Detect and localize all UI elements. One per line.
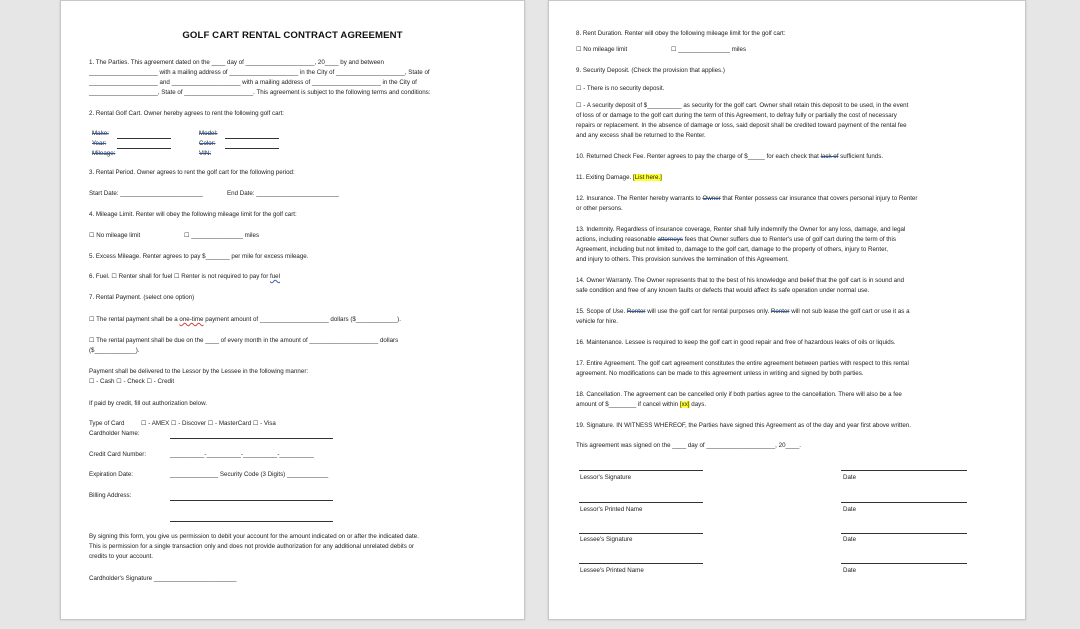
lessor-printed-label: Lessor's Printed Name xyxy=(580,506,643,513)
monthly-payment-line-2: ($____________). xyxy=(89,347,140,354)
model-label: Model: xyxy=(199,130,218,137)
excess-mileage-heading: 5. Excess Mileage. Renter agrees to pay $_______ per mile for excess mileage. xyxy=(89,253,309,260)
insurance-line-1: 12. Insurance. The Renter hereby warrants to Owner that Renter possess car insurance that covers personal injury to Renter xyxy=(576,195,918,202)
returned-check-fee: 10. Returned Check Fee. Renter agrees to pay the charge of $_____ for each check that lack of sufficient funds. xyxy=(576,153,884,160)
onetime-payment-option: ☐ The rental payment shall be a one-time payment amount of ____________________ dollars ($____________). xyxy=(89,316,401,323)
owner-warranty-line-2: safe condition and free of any known faults or defects that would affect its safe operation under normal use. xyxy=(576,287,870,294)
cancellation-line-1: 18. Cancellation. The agreement can be cancelled only if both parties agree to the cancellation. There will also be a fee xyxy=(576,391,902,398)
vin-label: VIN: xyxy=(199,150,212,157)
color-label: Color: xyxy=(199,140,216,147)
billing-address-label: Billing Address: xyxy=(89,492,132,499)
indemnity-line-4: and injury to others. This provision survives the termination of this Agreement. xyxy=(576,256,789,263)
card-type-options: ☐ - AMEX ☐ - Discover ☐ - MasterCard ☐ - Visa xyxy=(141,420,276,427)
no-mileage-limit-checkbox-2: ☐ No mileage limit xyxy=(576,46,628,53)
indemnity-line-1: 13. Indemnity. Regardless of insurance coverage, Renter shall fully indemnify the Owner for any loss, damage, and legal xyxy=(576,226,906,233)
rent-duration-heading: 8. Rent Duration. Renter will obey the following mileage limit for the golf cart: xyxy=(576,30,786,37)
lessee-printed-label: Lessee's Printed Name xyxy=(580,567,644,574)
deposit-line-4: and any excess shall be returned to the Renter. xyxy=(576,132,706,139)
date-label-4: Date xyxy=(843,567,857,574)
cardholder-signature-field: Cardholder's Signature ________________________ xyxy=(89,575,237,582)
authorization-line-3: credits to your account. xyxy=(89,553,153,560)
authorization-line-1: By signing this form, you give us permission to debit your account for the amount indicated on or after the indicated date. xyxy=(89,533,419,540)
parties-line-2: ____________________ with a mailing address of ____________________ in the City of ____________________, State of xyxy=(89,69,430,76)
start-date-field: Start Date: ________________________ xyxy=(89,190,203,197)
year-label: Year: xyxy=(92,140,107,147)
entire-agreement-line-1: 17. Entire Agreement. The golf cart agreement constitutes the entire agreement between parties with respect to this rental xyxy=(576,360,909,367)
credit-note: If paid by credit, fill out authorization below. xyxy=(89,400,207,407)
deposit-line-3: repairs or replacement. In the absence of damage or loss, said deposit shall be credited toward payment of the rental fee xyxy=(576,122,907,129)
expiration-date-label: Expiration Date: xyxy=(89,471,134,478)
make-blank xyxy=(117,138,171,139)
owner-warranty-line-1: 14. Owner Warranty. The Owner represents that to the best of his knowledge and belief that the golf cart is in sound and xyxy=(576,277,905,284)
mileage-label: Mileage: xyxy=(92,150,116,157)
document-title: GOLF CART RENTAL CONTRACT AGREEMENT xyxy=(182,30,403,41)
entire-agreement-line-2: agreement. No modifications can be made to this agreement unless in writing and signed by both parties. xyxy=(576,370,864,377)
scope-of-use-line-1: 15. Scope of Use. Renter will use the golf cart for rental purposes only. Renter will not sub lease the golf cart or use it as a xyxy=(576,308,910,315)
signature-heading: 19. Signature. IN WITNESS WHEREOF, the Parties have signed this Agreement as of the day and year first above written. xyxy=(576,422,911,429)
color-blank xyxy=(225,148,279,149)
year-blank xyxy=(117,148,171,149)
date-label-1: Date xyxy=(843,474,857,481)
cardholder-name-label: Cardholder Name: xyxy=(89,430,140,437)
lessee-signature-date-line xyxy=(841,533,967,534)
lessor-printed-date-line xyxy=(841,502,967,503)
date-label-3: Date xyxy=(843,536,857,543)
contract-page-2 xyxy=(548,0,1026,620)
payment-delivery-text: Payment shall be delivered to the Lessor by the Lessee in the following manner: xyxy=(89,368,309,375)
lessee-printed-date-line xyxy=(841,563,967,564)
miles-checkbox: ☐ _______________ miles xyxy=(184,232,260,239)
credit-card-number-label: Credit Card Number: xyxy=(89,451,147,458)
security-deposit-heading: 9. Security Deposit. (Check the provision that applies.) xyxy=(576,67,725,74)
lessor-signature-label: Lessor's Signature xyxy=(580,474,632,481)
indemnity-line-2: actions, including reasonable attorneys fees that Owner suffers due to Renter's use of golf cart during the term of this xyxy=(576,236,896,243)
billing-address-blank-2 xyxy=(170,521,333,522)
no-deposit-option: ☐ - There is no security deposit. xyxy=(576,85,665,92)
expiration-security-field: ______________ Security Code (3 Digits) ____________ xyxy=(170,471,329,478)
parties-line-3: ____________________ and ____________________ with a mailing address of ____________________ in the City of xyxy=(89,79,417,86)
maintenance: 16. Maintenance. Lessee is required to keep the golf cart in good repair and free of hazardous leaks of oils or liquids. xyxy=(576,339,896,346)
no-mileage-limit-checkbox: ☐ No mileage limit xyxy=(89,232,141,239)
parties-line-1: 1. The Parties. This agreement dated on the ____ day of ____________________, 20____ by and between xyxy=(89,59,384,66)
parties-line-4: ____________________, State of ____________________. This agreement is subject to the following terms and conditions: xyxy=(89,89,431,96)
date-label-2: Date xyxy=(843,506,857,513)
lessor-printed-line xyxy=(579,502,703,503)
payment-method-options: ☐ - Cash ☐ - Check ☐ - Credit xyxy=(89,378,175,385)
monthly-payment-line-1: ☐ The rental payment shall be due on the ____ of every month in the amount of ____________________ dollars xyxy=(89,337,399,344)
deposit-line-2: of loss of or damage to the golf cart during the term of this Agreement, to defray fully or partially the cost of necessary xyxy=(576,112,897,119)
rental-period-heading: 3. Rental Period. Owner agrees to rent the golf cart for the following period: xyxy=(89,169,295,176)
rental-golf-cart-heading: 2. Rental Golf Cart. Owner hereby agrees to rent the following golf cart: xyxy=(89,110,285,117)
lessor-signature-date-line xyxy=(841,470,967,471)
credit-card-number-blank: __________-__________-__________-__________ xyxy=(170,451,314,458)
lessee-signature-label: Lessee's Signature xyxy=(580,536,633,543)
lessee-printed-line xyxy=(579,563,703,564)
scope-of-use-line-2: vehicle for hire. xyxy=(576,318,618,325)
lessor-signature-line xyxy=(579,470,703,471)
lessee-signature-line xyxy=(579,533,703,534)
existing-damage: 11. Exiting Damage. [List here.] xyxy=(576,174,662,181)
make-label: Make: xyxy=(92,130,109,137)
deposit-line-1: ☐ - A security deposit of $__________ as security for the golf cart. Owner shall retain this deposit to be used, in the event xyxy=(576,102,909,109)
cancellation-line-2: amount of $________ if cancel within [xx] days. xyxy=(576,401,707,408)
signed-on-line: This agreement was signed on the ____ day of ____________________, 20____. xyxy=(576,442,801,449)
contract-page-1 xyxy=(60,0,525,620)
billing-address-blank-1 xyxy=(170,500,333,501)
type-of-card-label: Type of Card xyxy=(89,420,125,427)
mileage-limit-heading: 4. Mileage Limit. Renter will obey the following mileage limit for the golf cart: xyxy=(89,211,297,218)
miles-checkbox-2: ☐ _______________ miles xyxy=(671,46,747,53)
fuel-heading: 6. Fuel. ☐ Renter shall for fuel ☐ Renter is not required to pay for fuel xyxy=(89,273,280,280)
end-date-field: End Date: ________________________ xyxy=(227,190,339,197)
cardholder-name-blank xyxy=(170,438,333,439)
insurance-line-2: or other persons. xyxy=(576,205,623,212)
authorization-line-2: This is permission for a single transaction only and does not provide authorization for any additional unrelated debits or xyxy=(89,543,415,550)
model-blank xyxy=(225,138,279,139)
rental-payment-heading: 7. Rental Payment. (select one option) xyxy=(89,294,195,301)
indemnity-line-3: Agreement, including but not limited to, damage to the golf cart, damage to the property of others, injury to Renter, xyxy=(576,246,888,253)
